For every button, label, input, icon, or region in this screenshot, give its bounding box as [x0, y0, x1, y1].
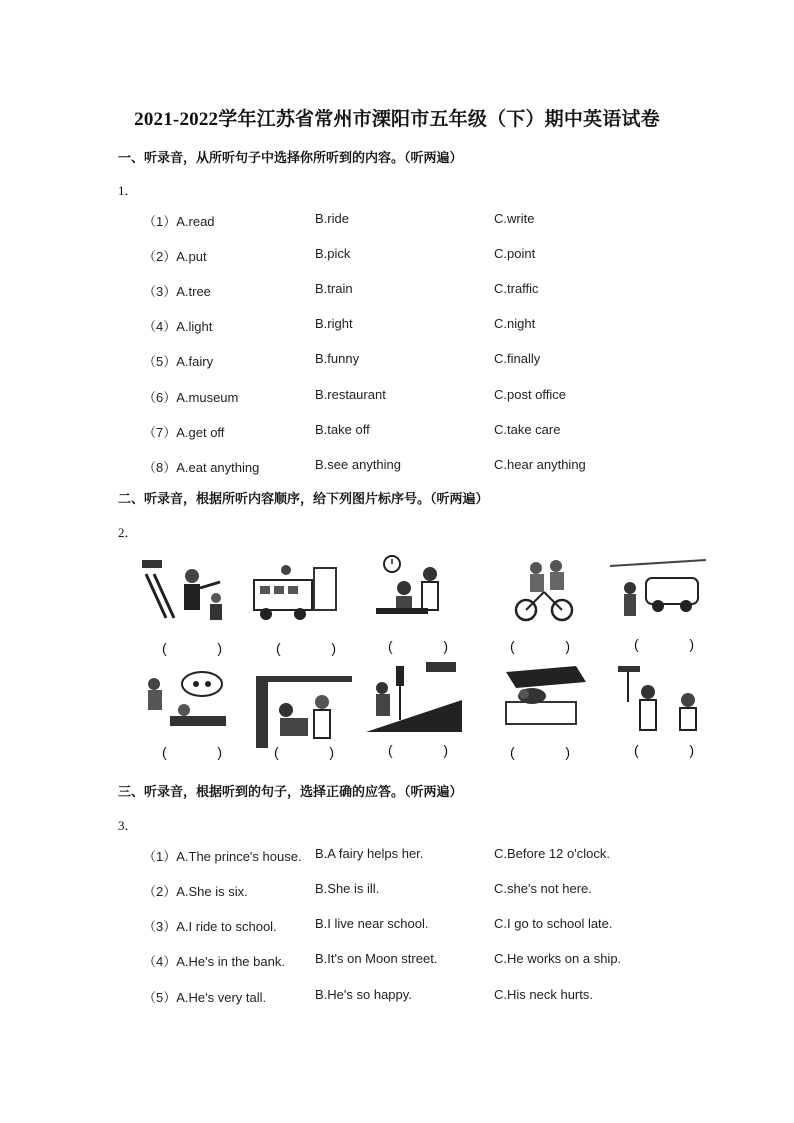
option-c: C.hear anything	[494, 457, 586, 472]
option-a: （5）A.fairy	[143, 354, 214, 369]
answer-blank[interactable]	[510, 744, 570, 760]
option-b: B.restaurant	[315, 387, 386, 402]
close-paren: )	[565, 638, 570, 654]
option-b: B.take off	[315, 422, 370, 437]
option-a: （2）A.She is six.	[143, 884, 248, 899]
option-c: C.write	[494, 211, 535, 226]
sick-bed-picture	[496, 662, 592, 734]
traffic-police-picture	[140, 554, 236, 626]
question-2-number: 2．	[118, 525, 138, 540]
answer-blank[interactable]	[388, 638, 448, 654]
option-a: （1）A.The prince's house.	[143, 849, 302, 864]
close-paren: )	[565, 744, 570, 760]
option-c: C.Before 12 o'clock.	[494, 846, 610, 861]
option-b: B.He's so happy.	[315, 987, 412, 1002]
option-b: B.funny	[315, 351, 360, 366]
answer-blank[interactable]	[276, 640, 336, 656]
option-b: B.pick	[315, 246, 351, 261]
question-3-number: 3．	[118, 818, 138, 833]
option-a: （1）A.read	[143, 214, 215, 229]
option-c: C.post office	[494, 387, 567, 402]
answer-blank[interactable]	[388, 742, 448, 758]
close-paren: )	[217, 744, 222, 760]
s3-row-4	[143, 951, 703, 971]
option-c: C.His neck hurts.	[494, 987, 593, 1002]
close-paren: )	[331, 640, 336, 656]
answer-blank[interactable]	[162, 640, 222, 656]
open-paren: (	[388, 638, 393, 654]
s3-row-2	[143, 881, 703, 901]
close-paren: )	[443, 638, 448, 654]
open-paren: (	[510, 638, 515, 654]
open-paren: (	[274, 744, 279, 760]
boy-desk-clock-picture	[370, 554, 466, 626]
open-paren: (	[634, 636, 639, 652]
s1-row-5	[143, 351, 703, 371]
open-paren: (	[162, 640, 167, 656]
option-c: C.point	[494, 246, 536, 261]
close-paren: )	[443, 742, 448, 758]
close-paren: )	[329, 744, 334, 760]
option-a: （3）A.I ride to school.	[143, 919, 277, 934]
option-c: C.night	[494, 316, 536, 331]
option-a: （4）A.He's in the bank.	[143, 954, 285, 969]
dentist-picture	[140, 666, 236, 738]
answer-blank[interactable]	[510, 638, 570, 654]
car-street-picture	[610, 554, 706, 626]
bus-picture	[246, 554, 342, 626]
s3-row-3	[143, 916, 703, 936]
s1-row-3	[143, 281, 703, 301]
option-b: B.It's on Moon street.	[315, 951, 438, 966]
s1-row-4	[143, 316, 703, 336]
close-paren: )	[217, 640, 222, 656]
option-b: B.She is ill.	[315, 881, 380, 896]
answer-blank[interactable]	[634, 636, 694, 652]
section2-heading: 二、听录音，根据所听内容顺序，给下列图片标序号。（听两遍）	[118, 492, 489, 507]
open-paren: (	[276, 640, 281, 656]
option-c: C.finally	[494, 351, 541, 366]
s1-row-8	[143, 457, 703, 477]
open-paren: (	[162, 744, 167, 760]
man-woman-street-sign-picture	[610, 662, 706, 734]
bicycle-picture	[500, 554, 596, 626]
option-a: （2）A.put	[143, 249, 207, 264]
option-a: （5）A.He's very tall.	[143, 990, 267, 1005]
option-b: B.I live near school.	[315, 916, 429, 931]
s1-row-6	[143, 387, 703, 407]
section1-heading: 一、听录音，从所听句子中选择你所听到的内容。（听两遍）	[118, 151, 463, 166]
s3-row-1	[143, 846, 703, 866]
s1-row-7	[143, 422, 703, 442]
s1-row-2	[143, 246, 703, 266]
option-b: B.ride	[315, 211, 349, 226]
option-c: C.I go to school late.	[494, 916, 613, 931]
picture-grid	[140, 548, 706, 764]
close-paren: )	[689, 742, 694, 758]
section3-heading: 三、听录音，根据听到的句子，选择正确的应答。（听两遍）	[118, 785, 463, 800]
option-a: （6）A.museum	[143, 390, 239, 405]
question-1-number: 1．	[118, 183, 138, 198]
option-c: C.take care	[494, 422, 561, 437]
page-title: 2021-2022学年江苏省常州市溧阳市五年级（下）期中英语试卷	[134, 109, 660, 130]
s1-row-1	[143, 211, 703, 231]
option-b: B.right	[315, 316, 353, 331]
option-b: B.see anything	[315, 457, 402, 472]
option-b: B.A fairy helps her.	[315, 846, 424, 861]
option-a: （7）A.get off	[143, 425, 225, 440]
s3-row-5	[143, 987, 703, 1007]
option-b: B.train	[315, 281, 353, 296]
answer-blank[interactable]	[274, 744, 334, 760]
option-c: C.she's not here.	[494, 881, 592, 896]
open-paren: (	[634, 742, 639, 758]
traffic-light-picture	[366, 660, 462, 732]
option-c: C.traffic	[494, 281, 539, 296]
option-c: C.He works on a ship.	[494, 951, 622, 966]
open-paren: (	[510, 744, 515, 760]
open-paren: (	[388, 742, 393, 758]
option-a: （3）A.tree	[143, 284, 211, 299]
answer-blank[interactable]	[634, 742, 694, 758]
option-a: （8）A.eat anything	[143, 460, 260, 475]
answer-blank[interactable]	[162, 744, 222, 760]
option-a: （4）A.light	[143, 319, 213, 334]
close-paren: )	[689, 636, 694, 652]
doctor-patient-picture	[256, 676, 352, 748]
